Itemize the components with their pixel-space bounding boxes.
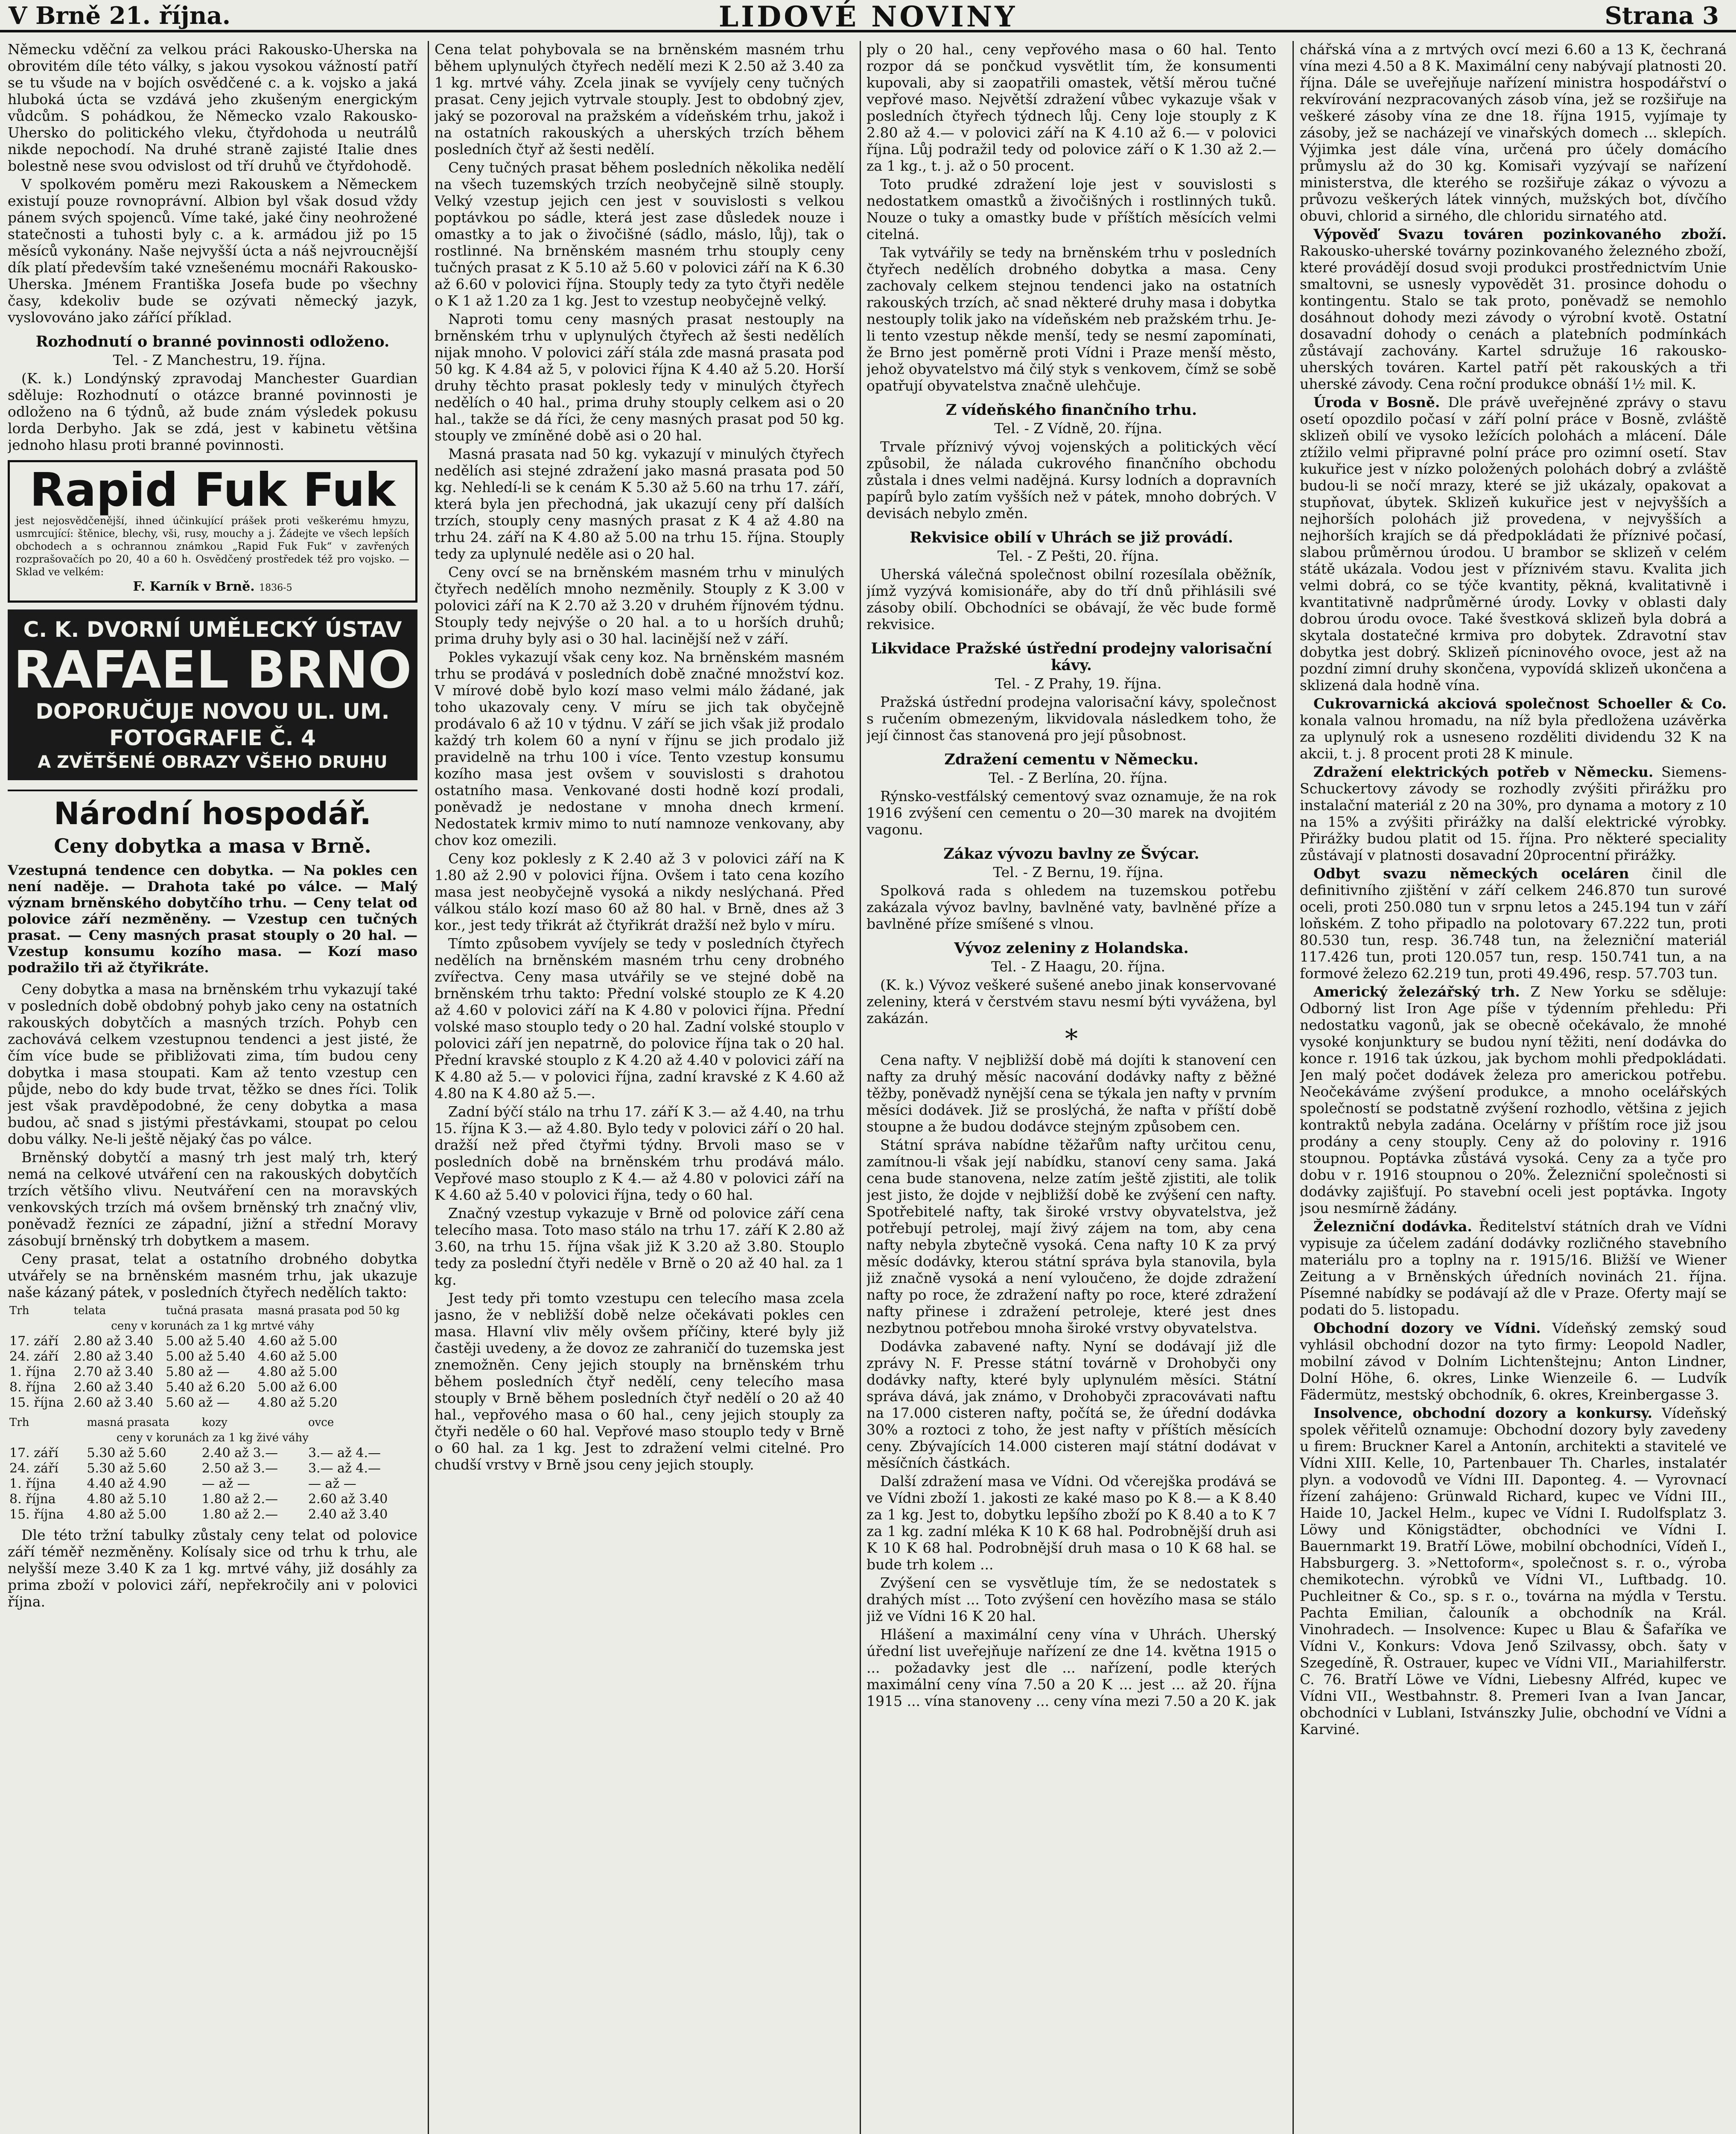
paragraph: Ředitelství státních drah ve Vídni vypisuje za účelem zadání dodávky rozličného stavebního materiálu pro a toplny na r. 1915/16. Bližší ve Wiener Zeitung a v Brněnských úředních novinách 21. října. Písemné nabídky se podávají až dle v Praze. Oferty mají se podati do 5. listopadu. bbox=[1300, 1218, 1727, 1318]
paragraph: Rýnsko-vestfálský cementový svaz oznamuje, že na rok 1916 zvýšení cen cementu o 20—30 marek na dvojitém vagonu. bbox=[867, 788, 1276, 838]
paragraph: konala valnou hromadu, na níž byla předložena uzávěrka za uplynulý rok a usneseno rozděliti dividendu 32 K na akcii, t. j. 8 procent proti 28 K minule. bbox=[1300, 712, 1727, 762]
table-cell: 5.80 až — bbox=[166, 1364, 230, 1379]
paragraph: Zvýšení cen se vysvětluje tím, že se nedostatek s drahých míst ... Toto zvýšení cen hovězího masa se stálo již ve Vídni 16 K 20 hal. bbox=[867, 1574, 1276, 1624]
table-cell: 5.00 až 5.40 bbox=[166, 1334, 245, 1349]
paragraph: Ceny tučných prasat během posledních několika nedělí na všech tuzemských trzích neobyčejně silně stouply. Velký vzestup jejich cen jest v souvislosti s velkou poptávkou po sádle, která jest zase důsledek nouze i omastky a to jak o živočišné (sádlo, máslo, lůj), tak o rostlinné. Na brněnském masném trhu stouply ceny tučných prasat z K 5.10 až 5.60 v polovici září na K 6.30 až 6.60 v polovici října. Stouply tedy za tyto čtyři neděle o K 1 až 1.20 za 1 kg. Jest to vzestup neobyčejně velký. bbox=[435, 159, 844, 309]
table-row bbox=[8, 1476, 417, 1492]
paragraph: Spolková rada s ohledem na tuzemskou potřebu zakázala vývoz bavlny, bavlněné vaty, bavlněné příze a bavlněné příze smíšené s vlnou. bbox=[867, 882, 1276, 932]
table-header: ovce bbox=[308, 1416, 334, 1429]
paragraph: Pokles vykazují však ceny koz. Na brněnském masném trhu se prodává v posledních době značné množství koz. V mírové době bylo kozí maso velmi málo žádané, jak toho ukazovaly ceny. V míru se jich tak obyčejně prodávalo 6 až 10 v týdnu. V září se jich však již prodalo každý trh kolem 60 a nyní v říjnu se jich prodalo již pravidelně na trhu 100 i více. Tento vzestup konsumu kozího masa jest ovšem v souvislosti s drahotou ostatního masa. Venkované dosti hodně kozí prodali, poněvadž je nedostane v mnoha dnech krmení. Nedostatek krmiv mimo to nutí namnoze venkovany, aby chov koz omezili. bbox=[435, 649, 844, 848]
paragraph: Pražská ústřední prodejna valorisační kávy, společnost s ručením obmezeným, likvidovala následkem toho, že její činnost čas stanovená pro její působnost. bbox=[867, 694, 1276, 743]
dateline: Z New Yorku se sděluje: bbox=[1530, 983, 1727, 1000]
article-title: Insolvence, obchodní dozory a konkursy. bbox=[1313, 1405, 1653, 1421]
table-cell: 2.80 až 3.40 bbox=[73, 1349, 153, 1364]
table-cell: 4.80 až 5.00 bbox=[87, 1507, 166, 1522]
table-cell: 4.60 až 5.00 bbox=[257, 1334, 338, 1349]
paragraph: Toto prudké zdražení loje jest v souvislosti s nedostatkem omastků a živočišných i rostlinných tuků. Nouze o tuky a omastky bude v příštích měsících velmi citelná. bbox=[867, 176, 1276, 242]
masthead bbox=[0, 0, 1736, 32]
paragraph: Státní správa nabídne těžařům nafty určitou cenu, zamítnou-li však její nabídku, stanoví ceny sama. Jaká cena bude stanovena, nelze zatím ještě zjistiti, ale tolik jest jisto, že dojde v nejbližší době ke zvýšení cen nafty. Spotřebitelé nafty, tak široké vrstvy obyvatelstva, jež potřebují petrolej, mají živý zájem na tom, aby cena nafty nebyla zbytečně vysoká. Cena nafty 10 K za prvý měsíc dodávky, kterou státní správa byla stanovila, byla již značně vysoká a není vyloučeno, že dojde zdražení nafty po roce, že zdražení nafty po roce, které zdražení nafty přinese i zdražení petroleje, které jest dnes nezbytnou potřebou mnoha široké vrstvy obyvatelstva. bbox=[867, 1137, 1276, 1336]
table-cell: 5.00 až 5.40 bbox=[166, 1349, 245, 1364]
column-rule bbox=[1293, 41, 1294, 2134]
paragraph: (K. k.) Londýnský zpravodaj Manchester Guardian sděluje: Rozhodnutí o otázce branné povinnosti je odloženo na 6 týdnů, až bude znám výsledek pokusu lorda Derbyho. Jak se zdá, jest v kabinetu většina jednoho hlasu proti branné povinnosti. bbox=[8, 370, 417, 453]
dateline: Tel. - Z Prahy, 19. října. bbox=[995, 675, 1162, 692]
table-cell: 1.80 až 2.— bbox=[201, 1492, 278, 1507]
dateline: Tel. - Z Berlína, 20. října. bbox=[989, 770, 1168, 786]
article-title: Zákaz vývozu bavlny ze Švýcar. bbox=[943, 845, 1199, 863]
table-row bbox=[8, 1446, 417, 1461]
table-cell: 5.00 až 6.00 bbox=[257, 1380, 338, 1395]
paragraph: Naproti tomu ceny masných prasat nestouply na brněnském trhu v uplynulých čtyřech až šesti nedělích nijak mnoho. V polovici září stála zde masná prasata pod 50 kg. K 4.84 až 5, v polovici října K 4.40 až 5.20. Horší druhy těchto prasat poklesly tedy v minulých čtyřech nedělích o 40 hal., prima druhy stouply celkem asi o 20 hal., takže se dá říci, že ceny masných prasat pod 50 kg. stouply ve zmíněné době asi o 20 hal. bbox=[435, 311, 844, 444]
table-cell: 24. září bbox=[9, 1349, 58, 1364]
table-cell: 5.30 až 5.60 bbox=[87, 1461, 166, 1476]
article-title: Železniční dodávka. bbox=[1313, 1218, 1472, 1235]
table-cell: 4.40 až 4.90 bbox=[87, 1476, 166, 1491]
table-cell: — až — bbox=[201, 1476, 250, 1491]
separator-star: * bbox=[1065, 1024, 1078, 1054]
paragraph: Brněnský dobytčí a masný trh jest malý trh, který nemá na celkové utváření cen na rakouských dobytčích trzích většího vlivu. Neutváření cen na moravských venkovských trzích má ovšem brněnský trh značný vliv, poněvadž řezníci ze západní, jižní a střední Moravy zásobují brněnský trh dobytkem a masem. bbox=[8, 1149, 417, 1249]
table-cell: 4.80 až 5.00 bbox=[257, 1364, 338, 1379]
column-1 bbox=[8, 41, 417, 2134]
paragraph: ply o 20 hal., ceny vepřového masa o 60 hal. Tento rozpor dá se pončkud vysvětlit tím, že konsumenti kupovali, aby si zaopatřili omastek, větší měrou tučné vepřové maso. Největší zdražení vůbec vykazuje však v posledních čtyřech týdnech lůj. Ceny loje stouply z K 2.80 až 4.— v polovici září na K 4.10 až 6.— v polovici října. Lůj podražil tedy od polovice září o K 1.30 až 2.— za 1 kg., t. j. až o 50 procent. bbox=[867, 41, 1276, 174]
paragraph: činil dle definitivního zjištění v září celkem 246.870 tun surové oceli, proti 250.080 tun v srpnu letos a 245.194 tun v září loňském. Z toho připadlo na polotovary 67.222 tun, proti 80.530 tun, resp. 36.748 tun, na železniční materiál 117.426 tun, proti 120.057 tun, resp. 150.741 tun, a na formové železo 62.219 tun, proti 49.496, resp. 57.703 tun. bbox=[1300, 865, 1727, 982]
ad-line: A ZVĚTŠENÉ OBRAZY VŠEHO DRUHU bbox=[38, 752, 388, 772]
newspaper-title: LIDOVÉ NOVINY bbox=[718, 0, 1018, 33]
ad-brand: Rapid Fuk Fuk bbox=[29, 464, 396, 517]
article-title: Z vídeňského finančního trhu. bbox=[945, 401, 1197, 419]
paragraph: Značný vzestup vykazuje v Brně od polovice září cena telecího masa. Toto maso stálo na trhu 17. září K 2.80 až 3.60, na trhu 15. října však již K 3.20 až 3.80. Stouplo tedy za poslední čtyři neděle v Brně o 20 až 40 hal. za 1 kg. bbox=[435, 1205, 844, 1288]
paragraph: Odborný list Iron Age píše v týdenním přehledu: Při nedostatku vagonů, jak se obecně očekávalo, že mnohé vysoké konjunktury se budou nyní těžiti, není dodávka do konce r. 1916 tak úzkou, jak bychom mohli předpokládati. Jen malý počet dodávek železa pro americkou potřebu. Neočekáváme zvýšení produkce, a mnoho ocelářských společností se podstatně zvýšení rozhodlo, většina z jejich kontraktů nebyla zadána. Ocelárny v příštím roce již jsou prodány a ceny stouply. Ceny až do poloviny r. 1916 stoupnou. Poptávka zůstává vysoká. Ceny za a tyče pro dobu v r. 1916 stoupnou o 20%. Železniční společnosti si dodávky zajišťují. Po stavební oceli jest poptávka. Ingoty jsou nesmírně žádány. bbox=[1300, 1000, 1727, 1216]
paragraph: Vídeňský zemský soud vyhlásil obchodní dozor na tyto firmy: Leopold Nadler, mobilní závod v Dolním Lichtenštejnu; Anton Lindner, Dolní Höhe, 6. okres, Linke Wienzeile 6. — Ludvík Fädermütz, mestský obchodník, 6. okres, Kreinbergasse 3. bbox=[1300, 1320, 1727, 1403]
dateline: Tel. - Z Bernu, 19. října. bbox=[993, 864, 1164, 880]
dateline: Tel. - Z Vídně, 20. října. bbox=[994, 420, 1162, 437]
table-cell: 2.60 až 3.40 bbox=[308, 1492, 388, 1507]
paragraph: chářská vína a z mrtvých ovcí mezi 6.60 a 13 K, čechraná vína mezi 4.50 a 8 K. Maximální ceny nabývají platnosti 20. října. Dále se uveřejňuje nařízení ministra hospodářství o rekvírování nezpracovaných zásob vína, jež se rozšiřuje na veškeré zásoby vína ze dne 18. října 1915, vyjímaje ty zásoby, jež se nacházejí ve vinařských domech ... sklepích. Výjimka jest dále vína, určená pro účely domácího průmyslu až do 30 kg. Komisaři vyzývají se nařízení ministerstva, dle kterého se rozšiřuje zákaz o vývozu a průvozu veškerých látek vinných, mužských bot, dívčího obuvi, chlorid a sirného, dle chloridu sirnatého atd. bbox=[1300, 41, 1727, 224]
paragraph: Zadní býčí stálo na trhu 17. září K 3.— až 4.40, na trhu 15. října K 3.— až 4.80. Bylo tedy v polovici září o 20 hal. dražší než před čtyřmi týdny. Brvoli maso se v posledních době na brněnském trhu prodává málo. Vepřové maso stouplo z K 4.— až 4.80 v polovici září na K 4.60 až 5.40 v polovici října, tedy o 60 hal. bbox=[435, 1103, 844, 1203]
table-cell: 2.60 až 3.40 bbox=[73, 1380, 153, 1395]
table-cell: 2.60 až 3.40 bbox=[73, 1395, 153, 1410]
column-2 bbox=[435, 41, 844, 2134]
paragraph: Cena nafty. V nejbližší době má dojíti k stanovení cen nafty za druhý měsíc nacování dodávky nafty z běžné těžby, poněvadž nynější cena se týkala jen nafty v prvním měsíci dodávek. Již se proslýchá, že nafta v příští době stoupne a že budou dodávce stejným způsobem cen. bbox=[867, 1052, 1276, 1135]
table-row bbox=[8, 1461, 417, 1476]
article-summary: Vzestupná tendence cen dobytka. — Na pokles cen není naděje. — Drahota také po válce. — Malý význam brněnského dobytčího trhu. — Ceny telat od polovice září nezměněny. — Vzestup cen tučných prasat. — Ceny masných prasat stouply o 20 hal. — Vzestup konsumu kozího masa. — Kozí maso podražilo tři až čtyřikráte. bbox=[8, 862, 417, 976]
paragraph: Rakousko-uherské továrny pozinkovaného železného zboží, které provádějí dosud svoji produkci prostřednictvím Unie smaltovni, se usnesly vypovědět 31. prosince dohodu o kontingentu. Stalo se tak proto, poněvadž se nemohlo dosáhnout dohody mezi závody o výrobní kvotě. Ostatní dosavadní dohody o cenách a platebních podmínkách zůstávají zachovány. Kartel sdružuje 16 rakousko-uherských továren. Kartel patří pět rakouských a tři uherské závody. Cena roční produkce obnáší 1½ mil. K. bbox=[1300, 242, 1727, 392]
column-3 bbox=[867, 41, 1276, 2134]
table-header: telata bbox=[73, 1304, 106, 1317]
column-rule bbox=[860, 41, 861, 2134]
article-title: Likvidace Pražské ústřední prodejny valorisační kávy. bbox=[871, 640, 1272, 674]
table-header: tučná prasata bbox=[166, 1304, 243, 1317]
ad-line: C. K. DVORNÍ UMĚLECKÝ ÚSTAV bbox=[23, 617, 402, 642]
price-table-1 bbox=[8, 1303, 417, 1411]
ad-code: 1836-5 bbox=[259, 583, 292, 593]
paragraph: Hlášení a maximální ceny vína v Uhrách. Uherský úřední list uveřejňuje nařízení ze dne 14. května 1915 o ... požadavky jest dle ... nařízení, podle kterých maximální ceny vína 7.50 a 20 K ... jest ... až 20. října 1915 ... vína stanoveny ... ceny vína mezi 7.50 a 20 K. jak bbox=[867, 1626, 1276, 1709]
paragraph: Siemens-Schuckertovy závody se rozhodly zvýšiti přirážku pro instalační materiál z 20 na 30%, pro dynama a motory z 10 na 15% a zvýšiti přirážky na další elektrické výrobky. Přirážky budou platit od 15. října. Pro některé speciality zůstávají v platnosti dosavadní 20procentní přirážky. bbox=[1300, 764, 1727, 863]
table-cell: 5.40 až 6.20 bbox=[166, 1380, 245, 1395]
table-row bbox=[8, 1380, 417, 1395]
table-row bbox=[8, 1492, 417, 1507]
table-row bbox=[8, 1507, 417, 1522]
article-title: Výpověď Svazu továren pozinkovaného zboží. bbox=[1313, 226, 1727, 242]
table-header: Trh bbox=[9, 1416, 29, 1429]
table-cell: 3.— až 4.— bbox=[308, 1461, 381, 1476]
article-title: Odbyt svazu německých oceláren bbox=[1313, 865, 1629, 882]
ad-dealer: F. Karník v Brně. bbox=[133, 579, 255, 594]
paragraph: Vídeňský spolek věřitelů oznamuje: Obchodní dozory byly zavedeny u firem: Bruckner Karel a Antonín, architekti a stavitelé ve Vídni XIII. Kelle, 10, Partenbauer Th. Charles, instalatér plyn. a vodovodů ve Vídni III. Daponteg. 4. — Vyrovnací řízení zahájeno: Grünwald Richard, kupec ve Vídni III., Haide 10, Jackel Helm., kupec ve Vídni I. Rudolfsplatz 3. Löwy und Königstädter, obchodníci ve Vídni I. Bauernmarkt 19. Bratří Löwe, mobilní obchodníci, Vídeň I., Habsburgerg. 3. »Nettoform«, společnost s. r. o., výroba chemikotechn. výrobků ve Vídni VI., Luftbadg. 10. Puchleitner & Co., sp. s r. o., továrna na mýdla v Terstu. Pachta Emilian, čalouník a obchodník na Král. Vinohradech. — Insolvence: Kupec u Blau & Šafaříka ve Vídni V., Konkurs: Vdova Jenő Szilvassy, obch. šaty v Szegedíně, Ř. Ostrauer, kupec ve Vídni VII., Mariahilferstr. C. 76. Bratří Löwe ve Vídni, Liebesny Alfréd, kupec ve Vídni VII., Westbahnstr. 8. Premeri Ivan a Ivan Jancar, obchodníci v Lublani, Istvánszky Julie, obchodní ve Vídni a Karviné. bbox=[1300, 1405, 1727, 1738]
table-header: Trh bbox=[9, 1304, 29, 1317]
dateline: Tel. - Z Haagu, 20. října. bbox=[991, 958, 1165, 975]
table-cell: 2.80 až 3.40 bbox=[73, 1334, 153, 1349]
paragraph: V spolkovém poměru mezi Rakouskem a Německem existují pouze rovnoprávní. Albion byl však dosud vždy pánem svých spojenců. Víme také, jaké činy neohrožené statečnosti a tuhosti byly c. a k. armádou již po 15 měsíců vykonány. Naše nejvyšší úcta a náš nejvroucnější dík platí především také vznešenému mocnáři Rakousko-Uherska. Jménem Františka Josefa bude po všechny časy, kdekoliv bude se ozývati německý jazyk, vyslovováno jako zářící příklad. bbox=[8, 176, 417, 326]
table-header: masná prasata pod 50 kg bbox=[257, 1304, 400, 1317]
table-header: masná prasata bbox=[87, 1416, 169, 1429]
table-cell: 8. října bbox=[9, 1380, 56, 1395]
article-title: Obchodní dozory ve Vídni. bbox=[1313, 1320, 1541, 1336]
table-cell: 2.50 až 3.— bbox=[201, 1461, 278, 1476]
table-cell: 2.40 až 3.40 bbox=[308, 1507, 388, 1522]
dateline: Tel. - Z Manchestru, 19. října. bbox=[113, 352, 326, 368]
table-cell: 17. září bbox=[9, 1334, 58, 1349]
table-row bbox=[8, 1364, 417, 1380]
ad-brand: RAFAEL BRNO bbox=[13, 641, 412, 700]
table-cell: 2.40 až 3.— bbox=[201, 1446, 278, 1461]
table-row bbox=[8, 1395, 417, 1411]
article-title: Zdražení elektrických potřeb v Německu. bbox=[1313, 764, 1654, 780]
table-cell: 5.60 až — bbox=[166, 1395, 230, 1410]
table-cell: 17. září bbox=[9, 1446, 58, 1461]
paragraph: Ceny prasat, telat a ostatního drobného dobytka utvářely se na brněnském masném trhu, jak ukazuje naše kázaný pátek, v posledních čtyřech nedělích takto: bbox=[8, 1251, 417, 1300]
table-cell: 24. září bbox=[9, 1461, 58, 1476]
table-cell: 2.70 až 3.40 bbox=[73, 1364, 153, 1379]
table-cell: 3.— až 4.— bbox=[308, 1446, 381, 1461]
ad-text: jest nejosvědčenější, ihned účinkující prášek proti veškerému hmyzu, usmrcující: štěnice, blechy, vši, rusy, mouchy a j. Žádejte ve všech lepších obchodech a s ochrannou známkou „Rapid Fuk Fuk“ v zavřených rozprašovačích po 20, 40 a 60 h. Osvědčený prostředek též pro vojsko. — Sklad ve velkém: bbox=[16, 515, 409, 578]
dateline: Tel. - Z Pešti, 20. října. bbox=[997, 548, 1159, 564]
table-cell: 1. října bbox=[9, 1364, 56, 1379]
paragraph: Cena telat pohybovala se na brněnském masném trhu během uplynulých čtyřech nedělí mezi K 2.50 až 3.40 za 1 kg. mrtvé váhy. Zcela jinak se vyvíjely ceny tučných prasat. Ceny jejich vytrvale stouply. Jest to obdobný zjev, jaký se pozoroval na pražském a vídeňském trhu, jakož i na ostatních rakouských a uherských trzích během posledních čtyř až šesti nedělí. bbox=[435, 41, 844, 157]
price-table-2 bbox=[8, 1415, 417, 1522]
paragraph: Masná prasata nad 50 kg. vykazují v minulých čtyřech nedělích asi stejné zdražení jako masná prasata pod 50 kg. Nehledí-li se k cenám K 5.30 až 5.60 na trhu 17. září, která byla jen přechodná, jak ukazují ceny pří dalších trzích, stouply ceny masných prasat z K 4 až 4.80 na trhu 24. září na K 4.80 až 5.00 na trhu 15. října. Stouply tedy za uplynulé neděle asi o 20 hal. bbox=[435, 446, 844, 562]
paragraph: (K. k.) Vývoz veškeré sušené anebo jinak konservované zeleniny, která v čerstvém stavu nesmí býti vyvážena, byl zakázán. bbox=[867, 977, 1276, 1026]
table-row bbox=[8, 1349, 417, 1364]
paragraph: Dodávka zabavené nafty. Nyní se dodávají již dle zprávy N. F. Presse státní továrně v Drohobyči ony dodávky nafty, které byly uplynulém měsíci. Státní správa dává, jak známo, v Drohobyči zpracovávati naftu na 17.000 cisteren nafty, počítá se, že úřední dodávka 30% a roztoci z toho, že jest nafty v příštích měsících ceny. Zbývajících 14.000 cisteren mají státní dodávat v měsíčních částkách. bbox=[867, 1338, 1276, 1471]
article-title: Rekvisice obilí v Uhrách se již provádí. bbox=[910, 529, 1233, 546]
article-title: Rozhodnutí o branné povinnosti odloženo. bbox=[35, 333, 390, 350]
advertisement-rafael bbox=[8, 609, 417, 780]
paragraph: Ceny dobytka a masa na brněnském trhu vykazují také v posledních době obdobný pohyb jako ceny na ostatních rakouských dobytčích a masných trzích. Pohyb cen zachovává celkem vzestupnou tendenci a jest jisté, že čím více bude se přibližovati zima, tím budou ceny dobytka i masa stoupati. Kam až tento vzestup cen půjde, nebo do kdy bude trvat, těžko se dnes říci. Tolik jest však pravděpodobné, že ceny dobytka a masa budou, ač snad s jistými přestávkami, stoupat po celou dobu války. Ne-li ještě nějaký čas po válce. bbox=[8, 981, 417, 1147]
paragraph: Trvale příznivý vývoj vojenských a politických věcí způsobil, že nálada cukrového finančního obchodu zůstala i dnes velmi nadějná. Kursy lodních a dopravních papírů bylo zatím vyšších než v pátek, mnoho dobrých. V devisách nebylo změn. bbox=[867, 438, 1276, 522]
table-cell: — až — bbox=[308, 1476, 356, 1491]
table-cell: 15. října bbox=[9, 1395, 64, 1410]
table-cell: 4.80 až 5.10 bbox=[87, 1492, 166, 1507]
advertisement-rapid-fuk-fuk bbox=[8, 460, 417, 603]
paragraph: Německu vděční za velkou práci Rakousko-Uherska na obrovitém díle této války, s jakou vysokou vážností patří se tu všude na v bojích osvědčené c. a k. vojsko a jaká hluboká úcta se vzdává jeho zkušeným energickým vůdcům. S pohádkou, že Německo vzalo Rakousko-Uhersko do politického vleku, čtyřdohoda u neutrálů nikde nepochodí. Na druhé straně zajisté Italie dnes bolestně nese svou odvislost od tří druhů ve čtyřdohodě. bbox=[8, 41, 417, 174]
ad-line: DOPORUČUJE NOVOU UL. UM. FOTOGRAFIE Č. 4 bbox=[35, 699, 390, 750]
paragraph: Ceny ovcí se na brněnském masném trhu v minulých čtyřech nedělích mnoho nezměnily. Stouply z K 3.00 v polovici září na K 2.70 až 3.20 v druhém říjnovém týdnu. Stouply tedy nejvýše o 20 hal. a to u horších druhů; prima druhy byly asi o 30 hal. lacinější než v září. bbox=[435, 564, 844, 647]
section-subtitle: Ceny dobytka a masa v Brně. bbox=[54, 834, 371, 857]
article-title: Cukrovarnická akciová společnost Schoeller & Co. bbox=[1313, 695, 1727, 712]
table-cell: 1. října bbox=[9, 1476, 56, 1491]
masthead-date: V Brně 21. října. bbox=[9, 2, 231, 30]
paragraph: Uherská válečná společnost obilní rozesílala oběžník, jímž vyzývá komisionáře, aby do tří dnů přihlásili své zásoby obilí. Obchodníci se obávají, že věc bude formě rekvisice. bbox=[867, 566, 1276, 633]
section-title: Národní hospodář. bbox=[8, 790, 417, 831]
article-title: Zdražení cementu v Německu. bbox=[944, 751, 1199, 768]
table-cell: 1.80 až 2.— bbox=[201, 1507, 278, 1522]
paragraph: Další zdražení masa ve Vídni. Od včerejška prodává se ve Vídni zboží 1. jakosti ze kaké maso po K 8.— a K 8.40 za 1 kg. Jest to, dobytku lepšího zboží po K 8.40 a to K 7 za 1 kg. zadní mléka K 10 K 68 hal. Podrobnější druh asi K 10 K 68 hal. Podrobnější druh masa o 10 K 68 hal. se bude trh kolem ... bbox=[867, 1473, 1276, 1573]
table-cell: 15. října bbox=[9, 1507, 64, 1522]
table-unit: ceny v korunách za 1 kg mrtvé váhy bbox=[111, 1320, 314, 1332]
article-title: Úroda v Bosně. bbox=[1313, 394, 1440, 411]
table-cell: 4.80 až 5.20 bbox=[257, 1395, 338, 1410]
page-number: Strana 3 bbox=[1605, 2, 1719, 30]
article-title: Americký železářský trh. bbox=[1313, 983, 1520, 1000]
table-row bbox=[8, 1334, 417, 1349]
table-cell: 5.30 až 5.60 bbox=[87, 1446, 166, 1461]
paragraph: Dle právě uveřejněné zprávy o stavu osetí opozdilo počasí v září polní práce v Bosně, zvláště sklizeň obilí ve vysoko ležících polohách a mlácení. Dále ztížilo velmi připravné polní práce pro ozimní osetí. Stav kukuřice jest v nízko položených polohách dobrý a zvláště budou-li se nočí mrazy, které se již ukázaly, opakovat a stupňovat, úbytek. Sklizeň kukuřice jest v nejvyšších a nejhorších polohách již provedena, v nejvyšších a nejhorších krajích se dá předpokládati že příznivé počasí, slabou průměrnou úrodou. U brambor se sklizeň v celém státě ukázala. Vodou jest v příznivém stavu. Kvalita jich velmi dobrá, co se týče kvantity, pěkná, kvalitativně i kvantitativně nadprůměrné úrody. Lovky v oblasti daly dobrou úrodu ovoce. Také švestková sklizeň byla dobrá a skytala dostatečné krmiva pro dobytek. Zdravotní stav dobytka jest dobrý. Sklizeň pícninového ovoce, jest až na pozdní zimní druhy skončena, vypovídá sklizeň ukončena a sklizená dala hodně vína. bbox=[1300, 394, 1727, 694]
paragraph: Tak vytvářily se tedy na brněnském trhu v posledních čtyřech nedělích drobného dobytka a masa. Ceny zachovaly celkem stejnou tendenci jako na ostatních rakouských trzích, ač snad některé druhy masa i dobytka nestouply tolik jako na vídeňském neb pražském trhu. Je-li tento vzestup někde menší, tedy se nesmí zapomínati, že Brno jest poměrně proti Vídni i Praze menší město, jehož obyvatelstvo má čilý styk s venkovem, čímž se sobě opatřují obyvatelstva značně ulehčuje. bbox=[867, 244, 1276, 394]
article-title: Vývoz zeleniny z Holandska. bbox=[954, 939, 1189, 957]
paragraph: Ceny koz poklesly z K 2.40 až 3 v polovici září na K 1.80 až 2.90 v polovici října. Ovšem i tato cena kozího masa jest neobyčejně vysoká a nikdy neslýchaná. Před válkou stálo kozí maso 60 až 80 hal. v Brně, dnes až 3 kor., jest tedy třikrát až čtyřikrát dražší než bylo v míru. bbox=[435, 850, 844, 933]
paragraph: Jest tedy při tomto vzestupu cen telecího masa zcela jasno, že v nebližší době nelze očekávati pokles cen masa. Hlavní vliv měly ovšem příčiny, které byly již častěji uvedeny, a že dovoz ze zahraničí do tuzemska jest znemožněn. Ceny jejich stouply na brněnském trhu během posledních čtyř nedělí, ceny telecího masa stouply v Brně během posledních čtyř nedělí o 20 až 40 hal., vepřového masa o 60 hal., ceny jejich stouply za čtyři neděle o 60 hal. Vepřové maso stouplo tedy v Brně o 60 hal. za 1 kg. Jest to zdražení velmi citelné. Pro chudší vrstvy v Brně jsou ceny jejich stouply. bbox=[435, 1290, 844, 1473]
table-header: kozy bbox=[201, 1416, 228, 1429]
paragraph: Tímto způsobem vyvíjely se tedy v posledních čtyřech nedělích na brněnském masném trhu ceny drobného zvířectva. Ceny masa utvářily se ve stejné době na brněnském trhu takto: Přední volské stouplo ze K 4.20 až 4.60 v polovici září na K 4.80 v polovici října. Přední volské maso stouplo tedy o 20 hal. Zadní volské stouplo v polovici září jen nepatrně, do polovice října tak o 20 hal. Přední kravské stouplo z K 4.20 až 4.40 v polovici září na K 4.80 až 5.— v polovici října, zadní kravské z K 4.60 až 4.80 na K 4.80 až 5.—. bbox=[435, 935, 844, 1102]
column-4 bbox=[1300, 41, 1727, 2134]
paragraph: Dle této tržní tabulky zůstaly ceny telat od polovice září téměř nezměněny. Kolísaly sice od trhu k trhu, ale nelyšší meze 3.40 K za 1 kg. mrtvé váhy, již dosáhly za prima zboží v polovici září, nepřekročily ani v polovici října. bbox=[8, 1527, 417, 1610]
table-unit: ceny v korunách za 1 kg živé váhy bbox=[117, 1431, 309, 1444]
table-cell: 8. října bbox=[9, 1492, 56, 1507]
table-cell: 4.60 až 5.00 bbox=[257, 1349, 338, 1364]
column-rule bbox=[428, 41, 429, 2134]
